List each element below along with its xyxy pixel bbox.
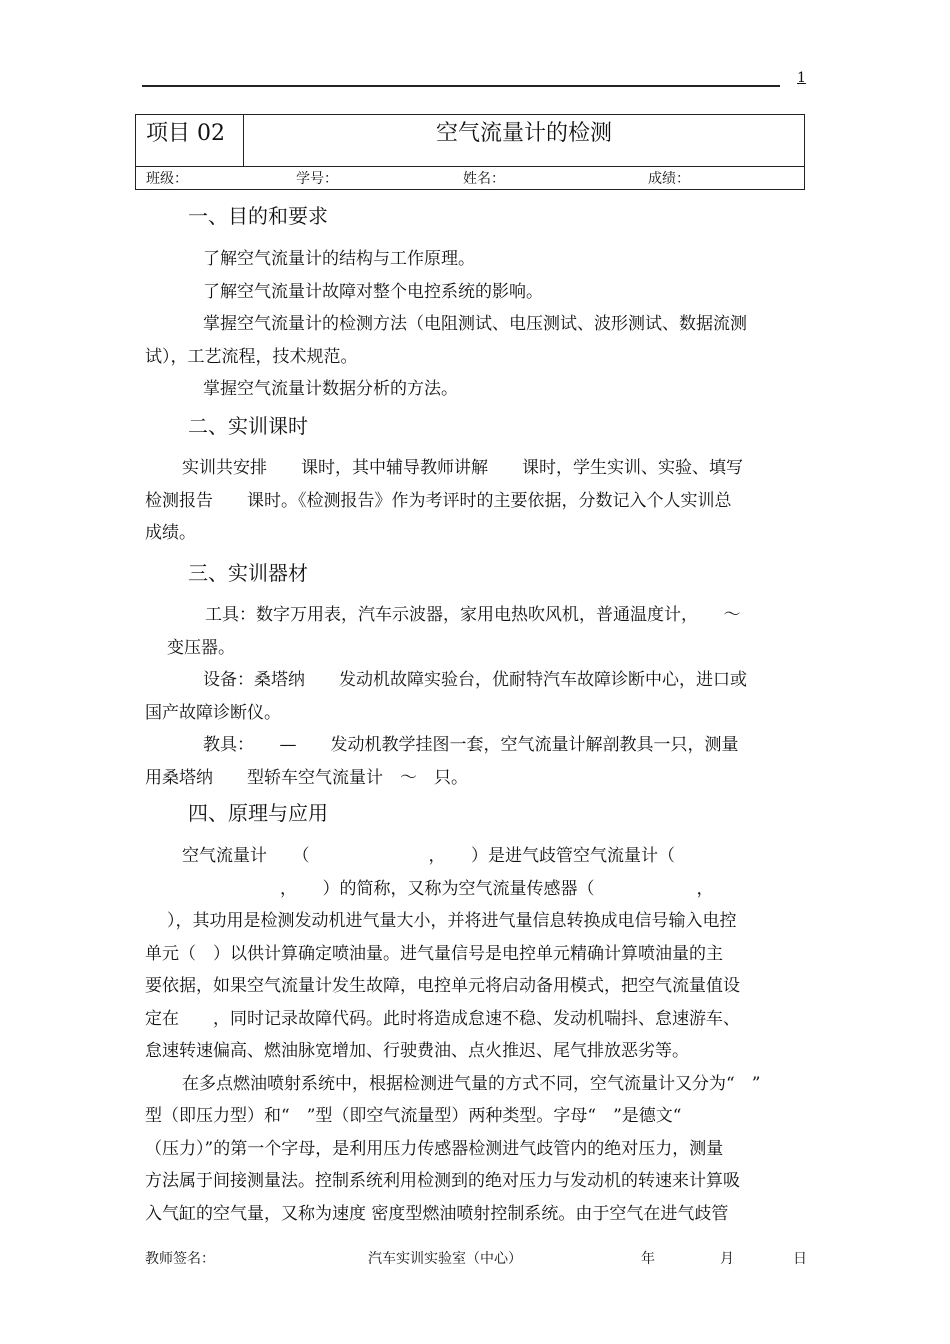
text-line: 了解空气流量计的结构与工作原理。 [203,249,475,269]
principle-text [145,840,807,1230]
text-line: 方法属于间接测量法。控制系统利用检测到的绝对压力与发动机的转速来计算吸 [145,1171,740,1191]
student-info-row [136,166,804,189]
objectives-text [145,243,807,406]
text-line: 入气缸的空气量，又称为速度 密度型燃油喷射控制系统。由于空气在进气歧管 [145,1203,729,1224]
text-line: ， ）的简称，又称为空气流量传感器（ ， [280,878,714,899]
text-line: 空气流量计 （ ， ）是进气歧管空气流量计（ [182,846,675,866]
lab-name: 汽车实训实验室（中心） [368,1251,522,1267]
text-line: 成绩。 [145,523,196,543]
text-line: ），其功用是检测发动机进气量大小，并将进气量信息转换成电信号输入电控 [167,911,737,931]
text-line: 变压器。 [167,637,235,658]
section-title-principle: 四、原理与应用 [188,801,328,825]
text-line: 要依据，如果空气流量计发生故障，电控单元将启动备用模式，把空气流量值设 [145,976,740,996]
month-label: 月 [720,1251,734,1267]
text-line: 在多点燃油喷射系统中，根据检测进气量的方式不同，空气流量计又分为“ ” [182,1073,761,1094]
text-line: 试），工艺流程，技术规范。 [145,346,358,367]
project-title: 空气流量计的检测 [435,121,612,146]
text-line: （压力）”的第一个字母，是利用压力传感器检测进气歧管内的绝对压力，测量 [145,1138,724,1159]
text-line: 了解空气流量计故障对整个电控系统的影响。 [203,281,543,302]
text-line: 怠速转速偏高、燃油脉宽增加、行驶费油、点火推迟、尾气排放恶劣等。 [145,1041,689,1061]
project-code: 项目 02 [136,115,244,166]
text-line: 教具： — 发动机教学挂图一套，空气流量计解剖教具一只，测量 [203,735,739,755]
name-label: 姓名： [463,171,505,187]
page-number: 1 [797,70,806,86]
text-line: 掌握空气流量计数据分析的方法。 [203,379,458,399]
text-line: 设备：桑塔纳 发动机故障实验台，优耐特汽车故障诊断中心，进口或 [203,670,747,690]
text-line: 国产故障诊断仪。 [145,702,281,723]
section-title-equipment: 三、实训器材 [188,561,308,585]
text-line: 用桑塔纳 型轿车空气流量计 ～ 只。 [145,767,468,788]
text-line: 定在 ，同时记录故障代码。此时将造成怠速不稳、发动机喘抖、怠速游车、 [145,1008,740,1029]
header-rule [142,85,780,87]
text-line: 检测报告 课时。《检测报告》作为考评时的主要依据，分数记入个人实训总 [145,490,732,511]
section-title-hours: 二、实训课时 [188,414,308,438]
text-line: 工具：数字万用表，汽车示波器，家用电热吹风机，普通温度计， ～ [205,605,741,625]
equipment-text [145,599,807,794]
text-line: 实训共安排 课时，其中辅导教师讲解 课时，学生实训、实验、填写 [182,458,743,478]
text-line: 单元（ ）以供计算确定喷油量。进气量信号是电控单元精确计算喷油量的主 [145,943,723,964]
year-label: 年 [641,1251,655,1267]
text-line: 型（即压力型）和“ ”型（即空气流量型）两种类型。字母“ ”是德文“ [145,1106,682,1126]
student-id-label: 学号： [296,171,338,187]
text-line: 掌握空气流量计的检测方法（电阻测试、电压测试、波形测试、数据流测 [203,314,747,334]
day-label: 日 [793,1251,807,1267]
hours-text [145,452,807,550]
section-title-objectives: 一、目的和要求 [188,204,328,228]
teacher-signature-label: 教师签名： [145,1251,215,1267]
class-label: 班级： [146,171,188,187]
score-label: 成绩： [648,171,690,187]
project-header-table [135,114,805,190]
